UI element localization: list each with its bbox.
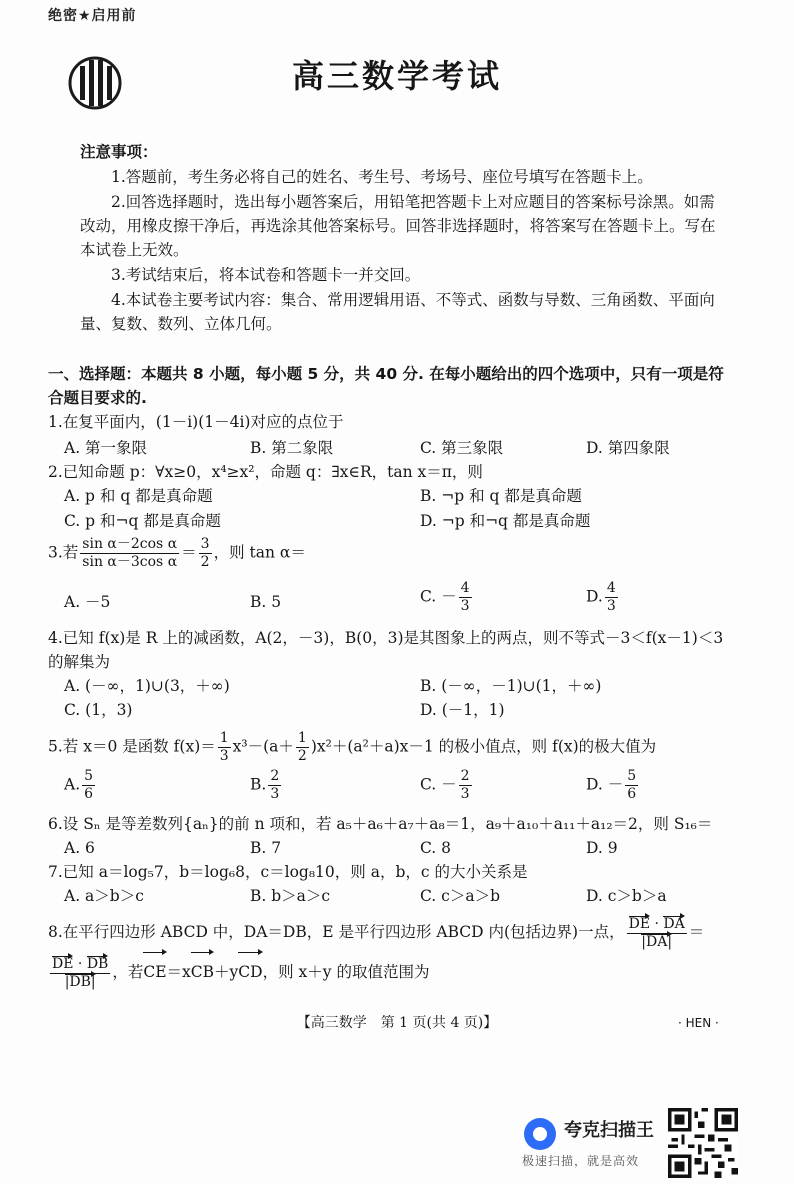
option-a: A. (－∞，1)∪(3，＋∞) <box>64 677 230 695</box>
option-c: C. p 和¬q 都是真命题 <box>64 512 221 530</box>
option-c: C. － $\frac{2}{3}$ <box>420 768 470 802</box>
option-c: C. 第三象限 <box>420 439 504 457</box>
question-7-stem: 7.已知 a＝log₅7，b＝log₆8，c＝log₈10，则 a，b，c 的大小关系是 <box>48 863 528 881</box>
option-c: C. － $\frac{4}{3}$ <box>420 580 470 614</box>
option-d: D. － $\frac{5}{6}$ <box>586 768 637 802</box>
question-2-options <box>64 484 724 536</box>
section-heading: 一、选择题：本题共 8 小题，每小题 5 分，共 40 分. 在每小题给出的四个选项中，只有一项是符合题目要求的. <box>48 365 724 407</box>
notice-item: 4.本试卷主要考试内容：集合、常用逻辑用语、不等式、函数与导数、三角函数、平面向量、复数、数列、立体几何。 <box>80 291 715 333</box>
footer-tag: · HEN · <box>678 1016 719 1030</box>
option-a: A. $\frac{5}{6}$ <box>64 768 94 802</box>
page-footer: 【高三数学 第 1 页(共 4 页)】 <box>296 1015 498 1031</box>
scanner-name: 夸克扫描王 <box>564 1120 654 1141</box>
option-c: C. c＞a＞b <box>420 887 501 905</box>
option-d: D. c＞b＞a <box>586 887 667 905</box>
option-b: B. 第二象限 <box>250 439 334 457</box>
question-2-stem: 2.已知命题 p：∀x≥0，x⁴≥x²，命题 q：∃x∈R，tan x＝π，则 <box>48 463 483 481</box>
option-b: B. 5 <box>250 593 282 611</box>
option-d: D. 第四象限 <box>586 439 670 457</box>
confidential-seal: 绝密★启用前 <box>48 8 137 24</box>
question-4-stem: 4.已知 f(x)是 R 上的减函数，A(2，－3)，B(0，3)是其图象上的两点，则不等式－3＜f(x－1)＜3 的解集为 <box>48 629 724 671</box>
notice-block <box>80 140 720 336</box>
qr-code-icon <box>668 1108 738 1178</box>
notice-item: 3.考试结束后，将本试卷和答题卡一并交回。 <box>111 266 421 284</box>
q3-suffix: ，则 tan α＝ <box>213 543 306 562</box>
scanner-logo-icon <box>524 1118 556 1150</box>
option-a: A. a＞b＞c <box>64 887 144 905</box>
notice-item: 2.回答选择题时，选出每小题答案后，用铅笔把答题卡上对应题目的答案标号涂黑。如需改动，用橡皮擦干净后，再选涂其他答案标号。回答非选择题时，将答案写在答题卡上。写在本试卷上无效。 <box>80 193 716 259</box>
option-d: D. $\frac{4}{3}$ <box>586 580 616 614</box>
option-d: D. ¬p 和¬q 都是真命题 <box>420 512 591 530</box>
q3-ratio: $\frac{3}{2}$ <box>200 536 210 570</box>
question-5-stem: 5.若 x＝0 是函数 f(x)＝ $\frac{1}{3}$ x³－(a＋ $\frac{1}{2}$ )x²＋(a²＋a)x－1 的极小值点，则 f(x)的极大值为 <box>48 730 657 764</box>
option-b: B. 7 <box>250 839 282 857</box>
question-8-stem: 8.在平行四边形 ABCD 中，DA＝DB，E 是平行四边形 ABCD 内(包括边界)一点， $\frac{DE \cdot DA}{|DA|}$ ＝ $\frac{DE \cdot DB}{|DB|}$ ，若CE＝xCB＋yCD，则 x＋y 的取值范围为 <box>48 912 738 992</box>
option-a: A. －5 <box>64 593 111 611</box>
option-c: C. 8 <box>420 839 452 857</box>
question-6-stem: 6.设 Sₙ 是等差数列{aₙ}的前 n 项和，若 a₅＋a₆＋a₇＋a₈＝1，a₉＋a₁₀＋a₁₁＋a₁₂＝2，则 S₁₆＝ <box>48 815 713 833</box>
question-4-options <box>64 674 724 724</box>
option-a: A. p 和 q 都是真命题 <box>64 487 213 505</box>
option-b: B. $\frac{2}{3}$ <box>250 768 280 802</box>
q3-fraction: $\frac{\text{sin α－2cos α}}{\text{sin α－3cos α}}$ <box>82 536 178 570</box>
option-d: D. 9 <box>586 839 618 857</box>
q8-fraction-da: $\frac{DE \cdot DA}{|DA|}$ <box>628 915 685 950</box>
q3-prefix: 3.若 <box>48 543 79 562</box>
question-3-stem: 3.若 $\frac{\text{sin α－2cos α}}{\text{sin α－3cos α}}$ ＝ $\frac{3}{2}$ ，则 tan α＝ <box>48 536 306 570</box>
option-a: A. 6 <box>64 839 95 857</box>
notice-heading: 注意事项： <box>80 143 158 161</box>
option-a: A. 第一象限 <box>64 439 148 457</box>
exam-title: 高三数学考试 <box>291 57 502 95</box>
option-c: C. (1，3) <box>64 701 133 719</box>
notice-item: 1.答题前，考生务必将自己的姓名、考生号、考场号、座位号填写在答题卡上。 <box>111 168 653 186</box>
question-1-stem: 1.在复平面内，(1－i)(1－4i)对应的点位于 <box>48 413 344 431</box>
q8-fraction-db: $\frac{DE \cdot DB}{|DB|}$ <box>52 955 109 990</box>
option-b: B. (－∞，－1)∪(1，＋∞) <box>420 677 602 695</box>
option-b: B. ¬p 和 q 都是真命题 <box>420 487 582 505</box>
option-d: D. (－1，1) <box>420 701 505 719</box>
option-b: B. b＞a＞c <box>250 887 331 905</box>
scanner-slogan: 极速扫描，就是高效 <box>522 1154 640 1168</box>
